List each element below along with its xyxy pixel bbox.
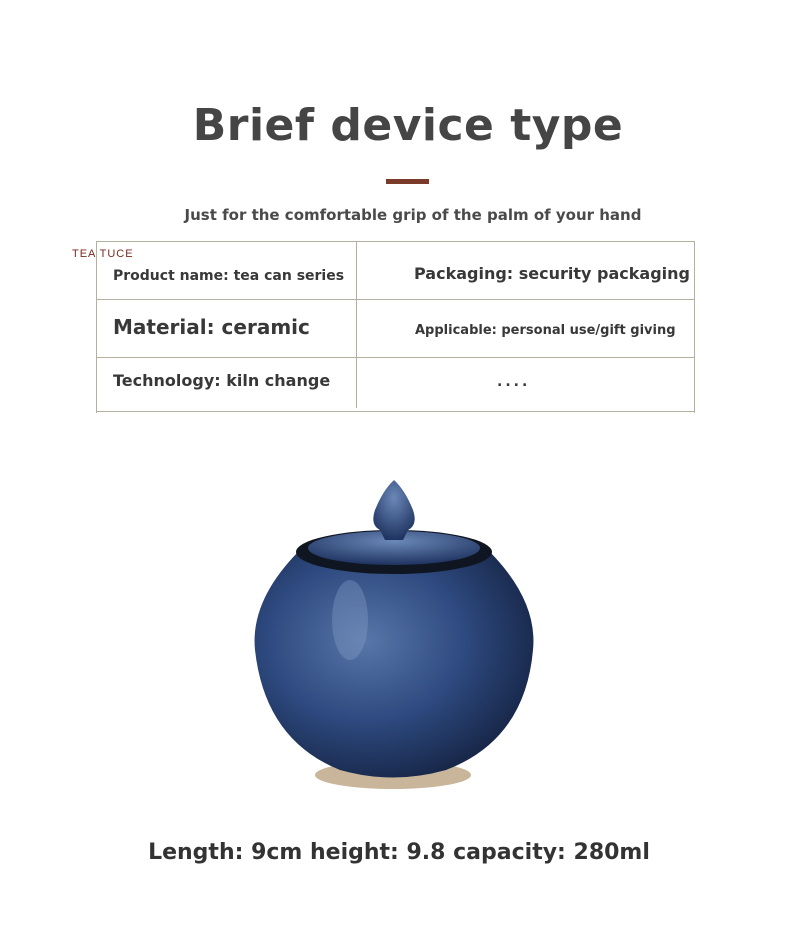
spec-more: .... [497,374,531,390]
row-divider [97,357,694,358]
column-divider [356,242,357,408]
spec-technology: Technology: kiln change [113,371,331,390]
spec-material: Material: ceramic [113,315,310,339]
brand-logo: TEA TUCE [72,248,134,260]
title-accent-divider [386,179,429,184]
tea-jar-image [240,470,550,800]
spec-table [96,241,695,413]
dimensions-caption: Length: 9cm height: 9.8 capacity: 280ml [148,840,650,865]
row-divider [97,299,694,300]
page-subtitle: Just for the comfortable grip of the palm of your hand [184,206,642,224]
spec-product-name: Product name: tea can series [113,268,345,284]
spec-packaging: Packaging: security packaging [414,264,690,283]
spec-applicable: Applicable: personal use/gift giving [415,323,676,338]
row-divider [97,411,694,412]
page-title: Brief device type [192,100,624,151]
